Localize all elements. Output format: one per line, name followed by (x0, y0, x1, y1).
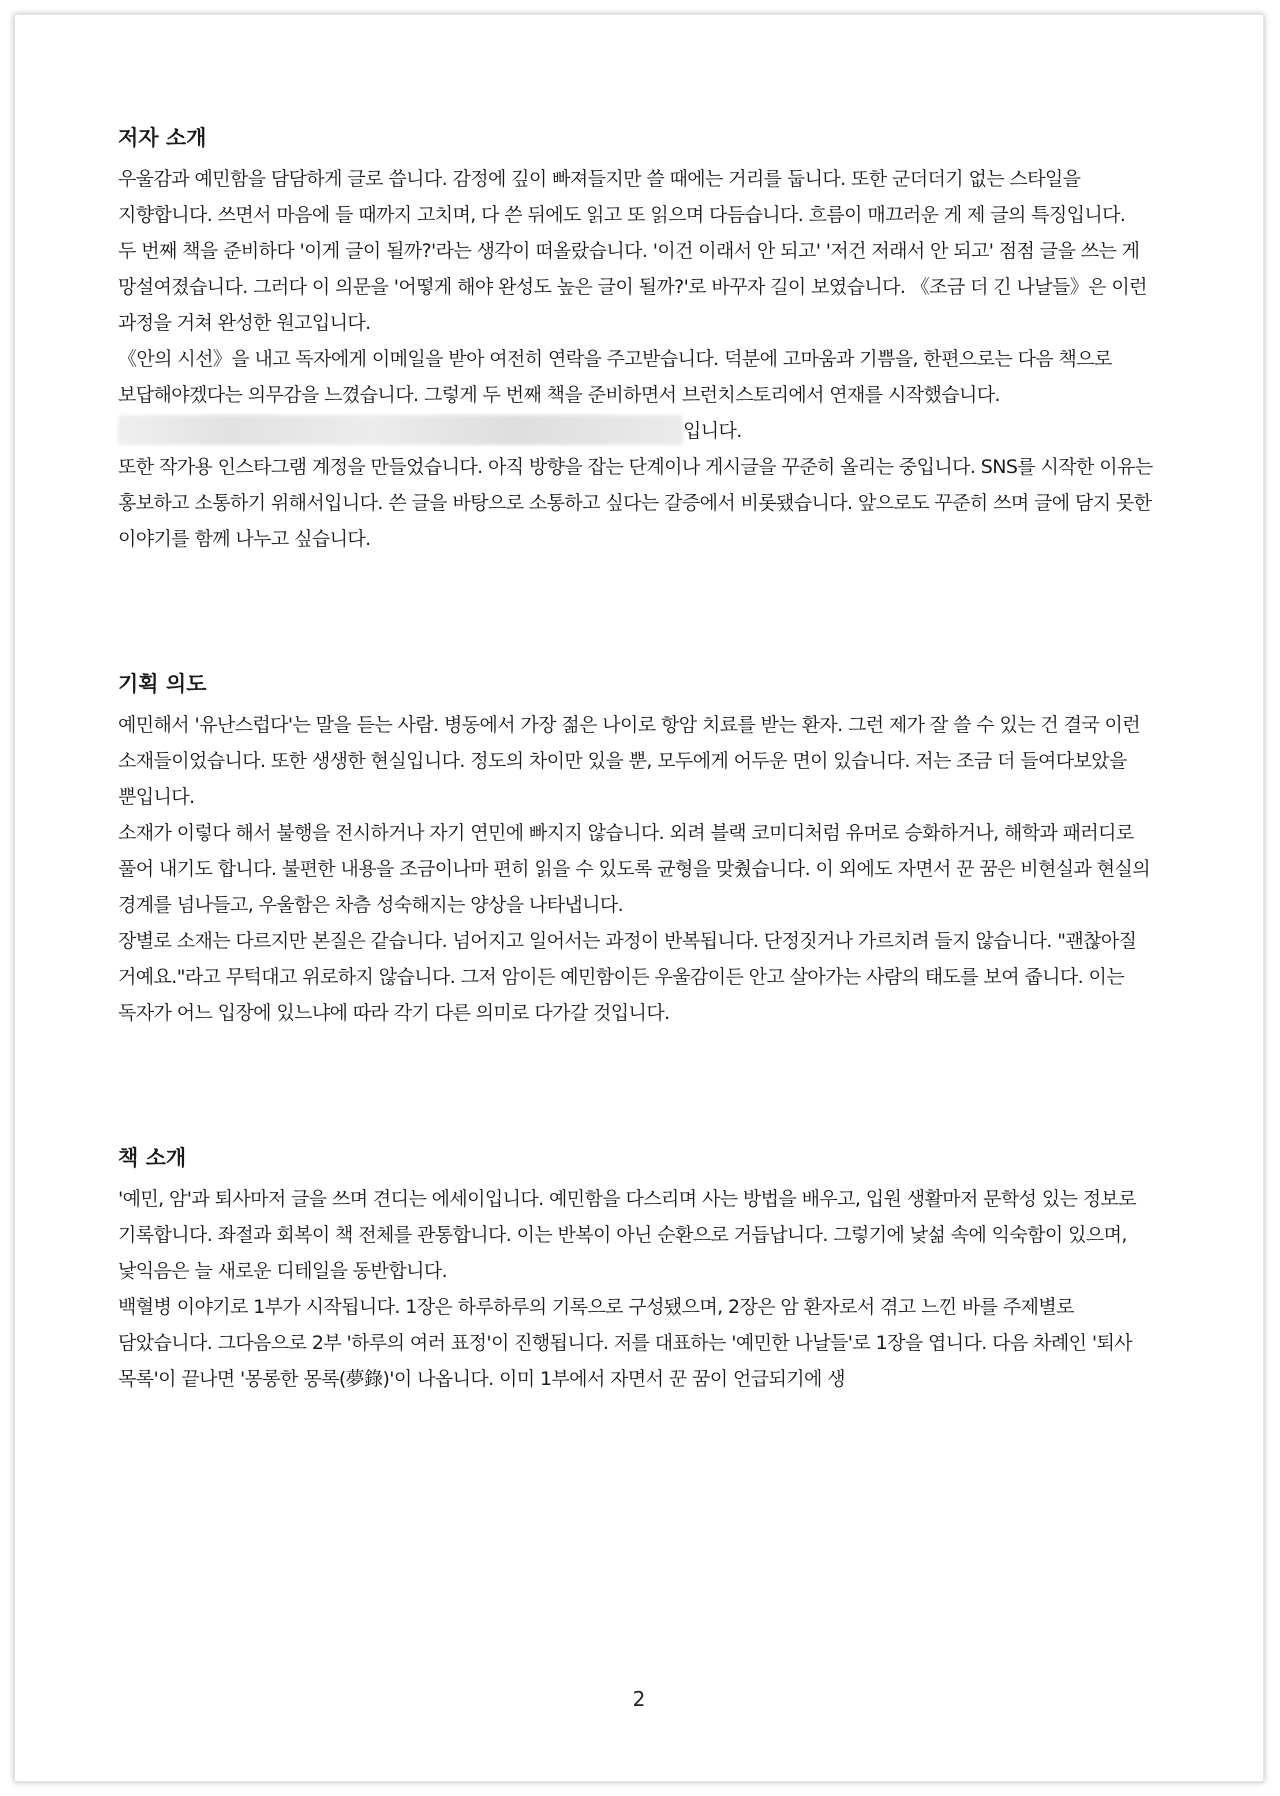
redacted-blur (118, 415, 683, 445)
page-content (118, 121, 1158, 1397)
paragraph: '예민, 암'과 퇴사마저 글을 쓰며 견디는 에세이입니다. 예민함을 다스리며 사는 방법을 배우고, 입원 생활마저 문학성 있는 정보로 기록합니다. 좌절과 회복이 책 전체를 관통합니다. 이는 반복이 아닌 순환으로 거듭납니다. 그렇기에 낯섦 속에 익숙함이 있으며, 낯익음은 늘 새로운 디테일을 동반합니다. (118, 1188, 1137, 1282)
paragraph-text-suffix: 입니다. (683, 420, 742, 442)
paragraph: 소재가 이렇다 해서 불행을 전시하거나 자기 연민에 빠지지 않습니다. 외려 블랙 코미디처럼 유머로 승화하거나, 해학과 패러디로 풀어 내기도 합니다. 불편한 내용을 조금이나마 편히 읽을 수 있도록 균형을 맞췄습니다. 이 외에도 자면서 꾼 꿈은 비현실과 현실의 경계를 넘나들고, 우울함은 차츰 성숙해지는 양상을 나타냅니다. (118, 822, 1151, 916)
section-title-planning: 기획 의도 (118, 672, 207, 696)
book-intro-section (118, 1141, 1158, 1397)
paragraph: 장별로 소재는 다르지만 본질은 같습니다. 넘어지고 일어서는 과정이 반복됩니다. 단정짓거나 가르치려 들지 않습니다. "괜찮아질 거예요."라고 무턱대고 위로하지 않습니다. 그저 암이든 예민함이든 우울감이든 안고 살아가는 사람의 태도를 보여 줍니다. 이는 독자가 어느 입장에 있느냐에 따라 각기 다른 의미로 다가갈 것입니다. (118, 930, 1137, 1024)
section-title-book: 책 소개 (118, 1146, 187, 1170)
paragraph: 또한 작가용 인스타그램 계정을 만들었습니다. 아직 방향을 잡는 단계이나 게시글을 꾸준히 올리는 중입니다. SNS를 시작한 이유는 홍보하고 소통하기 위해서입니다. 쓴 글을 바탕으로 소통하고 싶다는 갈증에서 비롯됐습니다. 앞으로도 꾸준히 쓰며 글에 담지 못한 이야기를 함께 나누고 싶습니다. (118, 456, 1153, 550)
paragraph: 두 번째 책을 준비하다 '이게 글이 될까?'라는 생각이 떠올랐습니다. '이건 이래서 안 되고' '저건 저래서 안 되고' 점점 글을 쓰는 게 망설여졌습니다. 그러다 이 의문을 '어떻게 해야 완성도 높은 글이 될까?'로 바꾸자 길이 보였습니다. 《조금 더 긴 나날들》은 이런 과정을 거쳐 완성한 원고입니다. (118, 240, 1147, 334)
paragraph: 우울감과 예민함을 담담하게 글로 씁니다. 감정에 깊이 빠져들지만 쓸 때에는 거리를 둡니다. 또한 군더더기 없는 스타일을 지향합니다. 쓰면서 마음에 들 때까지 고치며, 다 쓴 뒤에도 읽고 또 읽으며 다듬습니다. 흐름이 매끄러운 게 제 글의 특징입니다. (118, 168, 1126, 226)
paragraph: 백혈병 이야기로 1부가 시작됩니다. 1장은 하루하루의 기록으로 구성됐으며, 2장은 암 환자로서 겪고 느낀 바를 주제별로 담았습니다. 그다음으로 2부 '하루의 여러 표정'이 진행됩니다. 저를 대표하는 '예민한 나날들'로 1장을 엽니다. 다음 차례인 '퇴사 목록'이 끝나면 '몽롱한 몽록(夢錄)'이 나옵니다. 이미 1부에서 자면서 꾼 꿈이 언급되기에 생 (118, 1296, 1132, 1390)
paragraph-text: 《안의 시선》을 내고 독자에게 이메일을 받아 여전히 연락을 주고받습니다. 덕분에 고마움과 기쁨을, 한편으로는 다음 책으로 보답해야겠다는 의무감을 느꼈습니다. 그렇게 두 번째 책을 준비하면서 브런치스토리에서 연재를 시작했습니다. (118, 348, 1112, 406)
paragraph (118, 341, 1158, 449)
author-intro-section (118, 121, 1158, 557)
planning-intent-section (118, 667, 1158, 1031)
section-title-author: 저자 소개 (118, 126, 207, 150)
page-number: 2 (632, 1687, 646, 1711)
paragraph: 예민해서 '유난스럽다'는 말을 듣는 사람. 병동에서 가장 젊은 나이로 항암 치료를 받는 환자. 그런 제가 잘 쓸 수 있는 건 결국 이런 소재들이었습니다. 또한 생생한 현실입니다. 정도의 차이만 있을 뿐, 모두에게 어두운 면이 있습니다. 저는 조금 더 들여다보았을 뿐입니다. (118, 714, 1141, 808)
document-page (14, 14, 1264, 1782)
